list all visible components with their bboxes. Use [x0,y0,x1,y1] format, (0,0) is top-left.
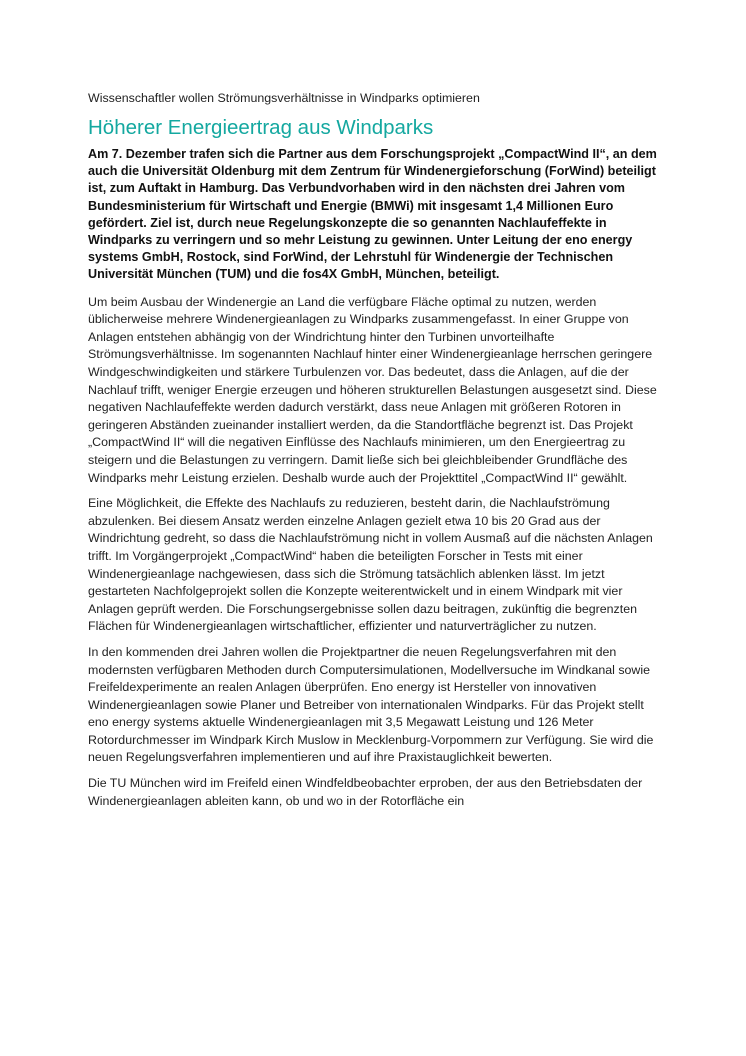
article-lead: Am 7. Dezember trafen sich die Partner aus dem Forschungsprojekt „CompactWind II“, an dem auch die Universität Oldenburg mit dem Zentrum für Windenergieforschung (ForWind) beteiligt ist, zum Auftakt in Hamburg. Das Verbundvorhaben wird in den nächsten drei Jahren vom Bundesministerium für Wirtschaft und Energie (BMWi) mit insgesamt 1,4 Millionen Euro gefördert. Ziel ist, durch neue Regelungskonzepte die so genannten Nachlaufeffekte in Windparks zu verringern und so mehr Leistung zu gewinnen. Unter Leitung der eno energy systems GmbH, Rostock, sind ForWind, der Lehrstuhl für Windenergie der Technischen Universität München (TUM) und die fos4X GmbH, München, beteiligt. [88,147,657,282]
body-paragraph-3: In den kommenden drei Jahren wollen die Projektpartner die neuen Regelungsverfahren mit den modernsten verfügbaren Methoden durch Computersimulationen, Modellversuche im Windkanal sowie Freifeldexperimente an realen Anlagen überprüfen. Eno energy ist Hersteller von innovativen Windenergieanlagen sowie Planer und Betreiber von internationalen Windparks. Für das Projekt stellt eno energy systems aktuelle Windenergieanlagen mit 3,5 Megawatt Leistung und 126 Meter Rotordurchmesser im Windpark Kirch Muslow in Mecklenburg-Vorpommern zur Verfügung. Sie wird die neuen Regelungsverfahren implementieren und auf ihre Praxistauglichkeit bewerten. [88,644,654,765]
article-kicker: Wissenschaftler wollen Strömungsverhältnisse in Windparks optimieren [88,91,480,105]
body-paragraph-2: Eine Möglichkeit, die Effekte des Nachlaufs zu reduzieren, besteht darin, die Nachlaufströmung abzulenken. Bei diesem Ansatz werden einzelne Anlagen gezielt etwa 10 bis 20 Grad aus der Windrichtung gedreht, so dass die Nachlaufströmung nicht in vollem Ausmaß auf die nächsten Anlagen trifft. Im Vorgängerprojekt „CompactWind“ haben die beteiligten Forscher in Tests mit einer Windenergieanlage nachgewiesen, dass sich die Strömung tatsächlich ablenken lässt. Im jetzt gestarteten Nachfolgeprojekt sollen die Konzepte weiterentwickelt und in einem Windpark mit vier Anlagen geprüft werden. Die Forschungsergebnisse sollen dazu beitragen, zukünftig die begrenzten Flächen für Windenergieanlagen wirtschaftlicher, effizienter und naturverträglicher zu nutzen. [88,496,653,634]
article-title: Höherer Energieertrag aus Windparks [88,116,434,139]
body-paragraph-4: Die TU München wird im Freifeld einen Windfeldbeobachter erproben, der aus den Betriebsdaten der Windenergieanlagen ableiten kann, ob und wo in der Rotorfläche ein [88,776,643,808]
article [88,90,666,818]
body-paragraph-1: Um beim Ausbau der Windenergie an Land die verfügbare Fläche optimal zu nutzen, werden üblicherweise mehrere Windenergieanlagen zu Windparks zusammengefasst. In einer Gruppe von Anlagen entstehen abhängig von der Windrichtung hinter den Turbinen unvorteilhafte Strömungsverhältnisse. Im sogenannten Nachlauf hinter einer Windenergieanlage herrschen geringere Windgeschwindigkeiten und stärkere Turbulenzen vor. Das bedeutet, dass die Anlagen, auf die der Nachlauf trifft, weniger Energie erzeugen und höheren strukturellen Belastungen ausgesetzt sind. Diese negativen Nachlaufeffekte werden dadurch verstärkt, dass neue Anlagen mit größeren Rotoren in geringeren Abständen zueinander installiert werden, da die Standortfläche begrenzt ist. Das Projekt „CompactWind II“ will die negativen Einflüsse des Nachlaufs minimieren, um den Energieertrag zu steigern und die Belastungen zu verringern. Damit ließe sich bei gleichbleibender Grundfläche des Windparks mehr Leistung erzielen. Deshalb wurde auch der Projekttitel „CompactWind II“ gewählt. [88,294,657,485]
